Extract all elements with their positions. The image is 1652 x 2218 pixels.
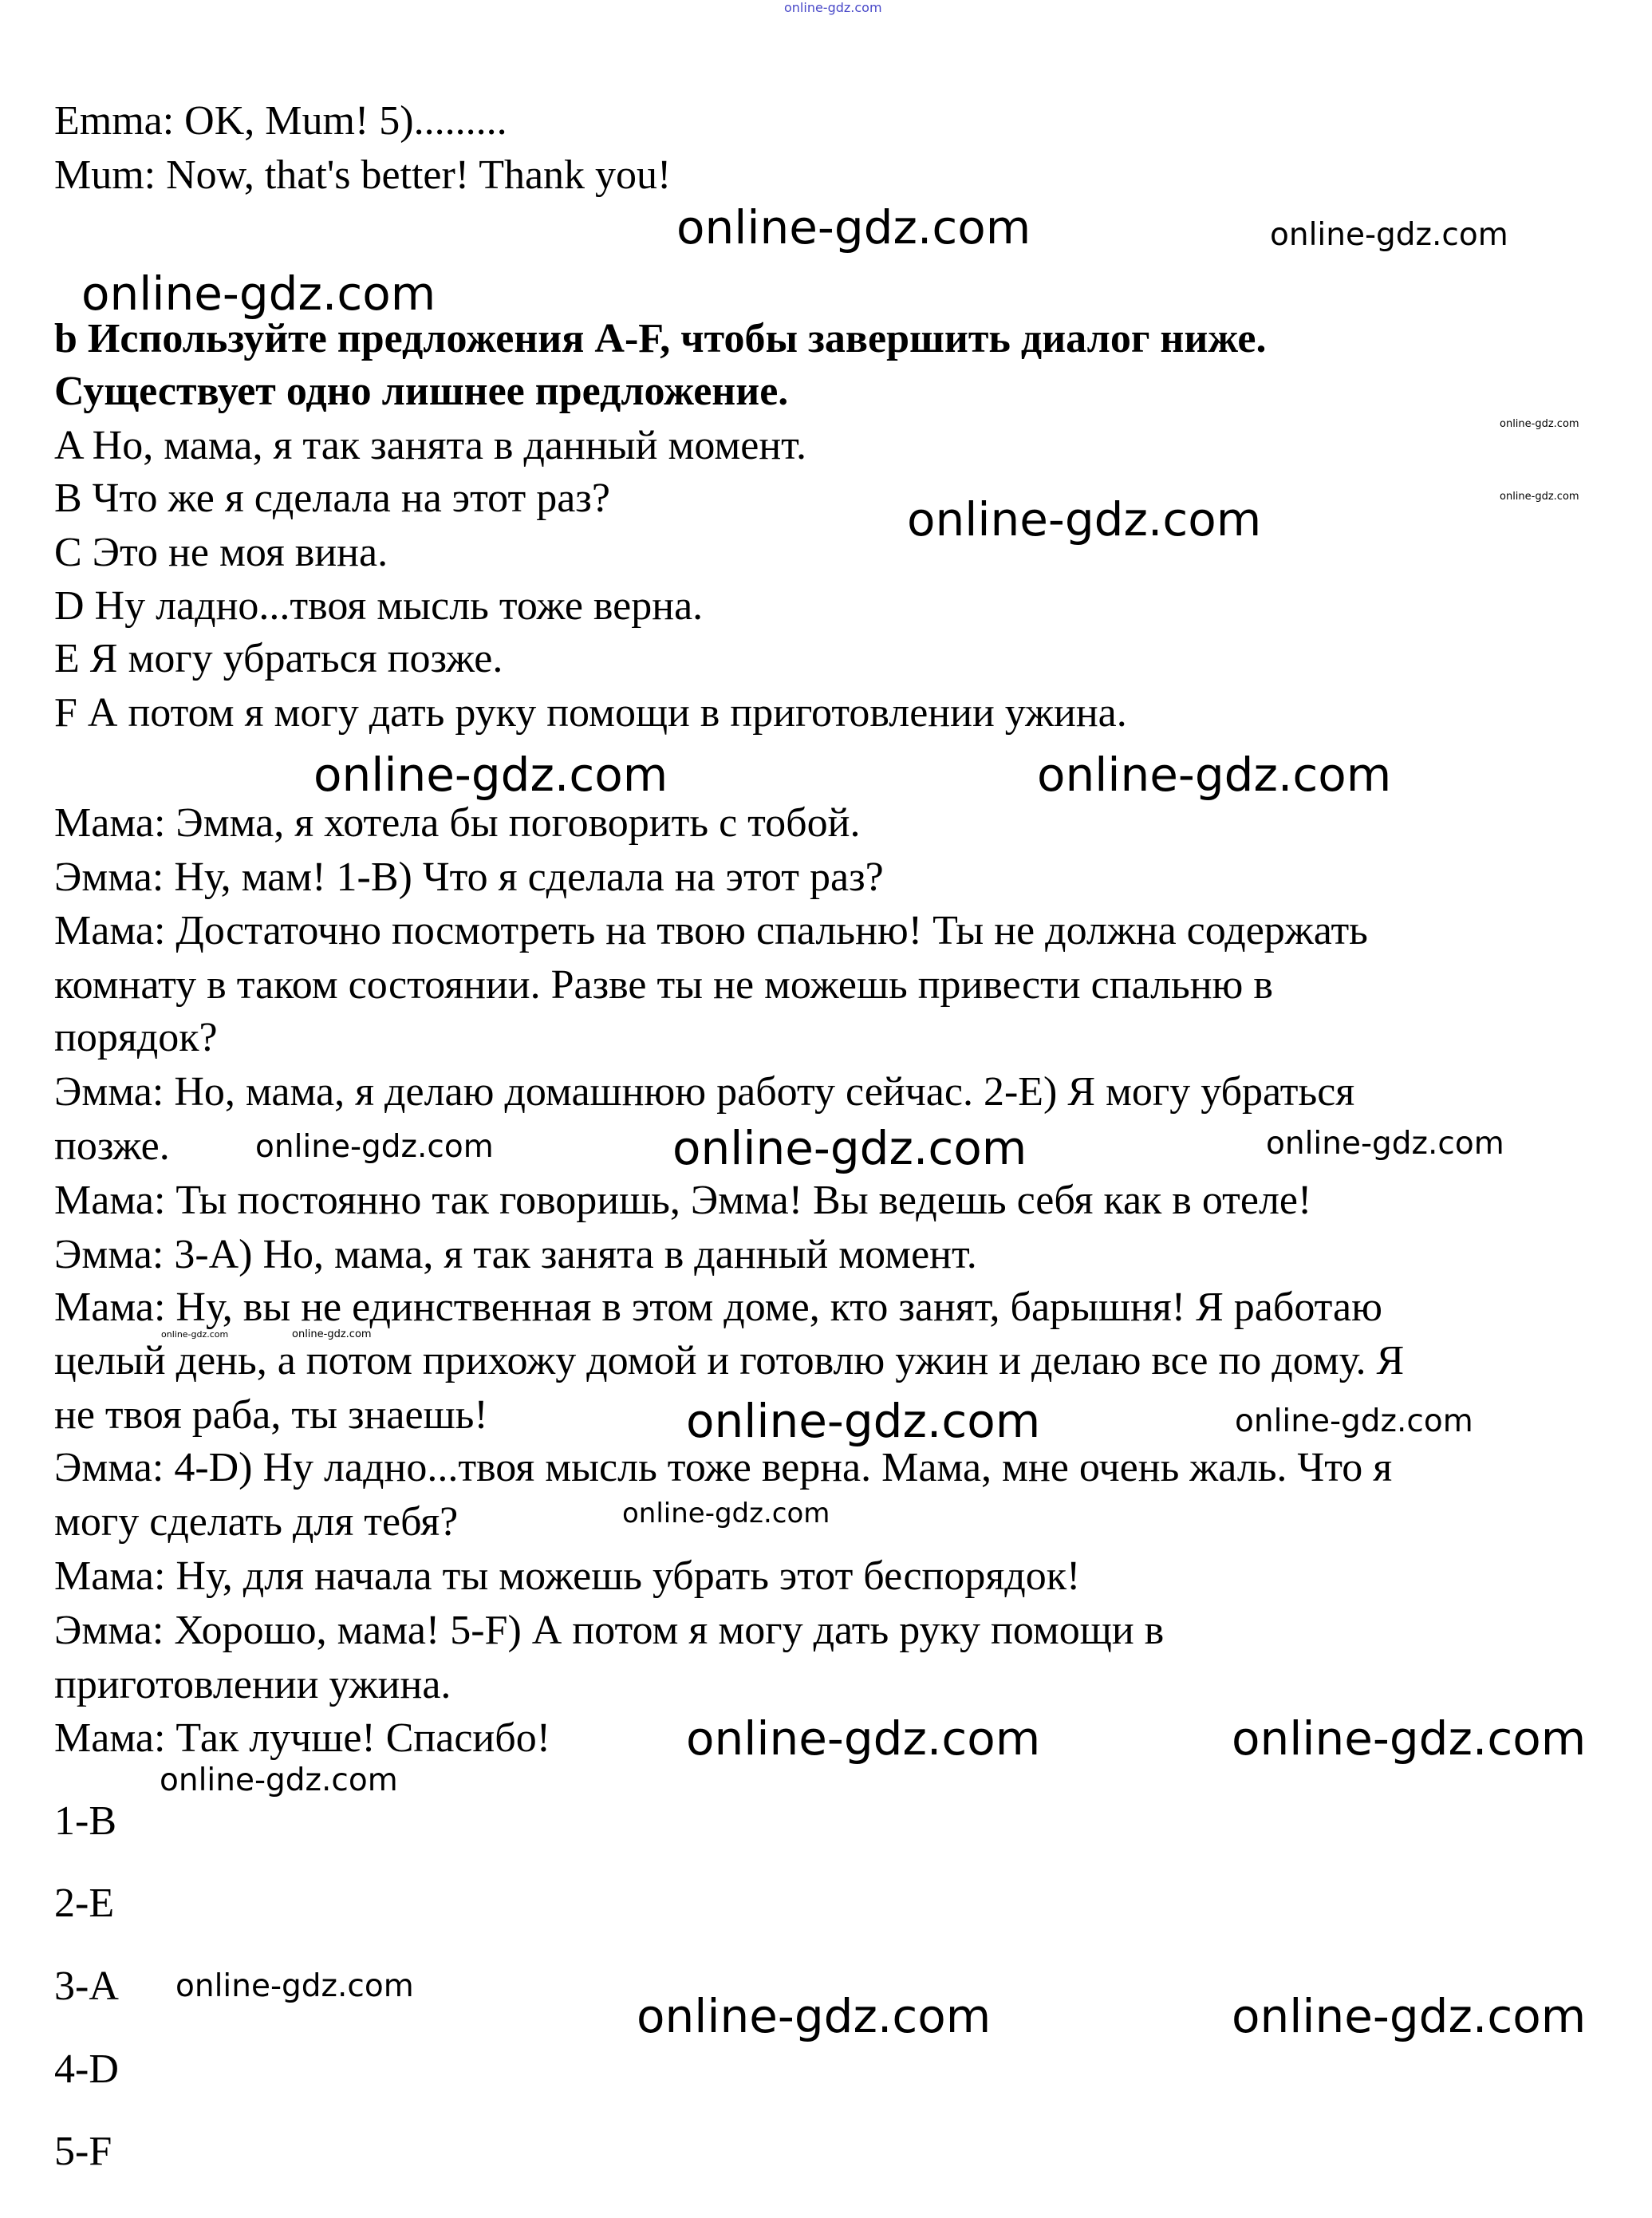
option-c: C Это не моя вина. xyxy=(54,530,388,575)
dialog-line: Эмма: 3-A) Но, мама, я так занята в данный момент. xyxy=(54,1232,977,1277)
option-d: D Ну ладно...твоя мысль тоже верна. xyxy=(54,583,704,629)
watermark: online-gdz.com xyxy=(1266,1126,1504,1162)
dialog-line: Эмма: Хорошо, мама! 5-F) А потом я могу дать руку помощи в xyxy=(54,1608,1165,1653)
answer-2: 2-E xyxy=(54,1881,115,1926)
dialog-line: порядок? xyxy=(54,1015,218,1060)
watermark: online-gdz.com xyxy=(313,748,668,802)
dialog-line: не твоя раба, ты знаешь! xyxy=(54,1392,488,1438)
dialog-line: приготовлении ужина. xyxy=(54,1662,451,1707)
watermark: online-gdz.com xyxy=(255,1129,494,1165)
option-b: B Что же я сделала на этот раз? xyxy=(54,476,610,521)
dialog-line: Эмма: 4-D) Ну ладно...твоя мысль тоже верна. Мама, мне очень жаль. Что я xyxy=(54,1445,1393,1490)
option-f: F А потом я могу дать руку помощи в приготовлении ужина. xyxy=(54,690,1127,736)
watermark: online-gdz.com xyxy=(907,492,1262,547)
watermark: online-gdz.com xyxy=(292,1328,372,1340)
dialog-line: Мама: Ты постоянно так говоришь, Эмма! Вы ведешь себя как в отеле! xyxy=(54,1178,1312,1223)
dialog-line: позже. xyxy=(54,1123,170,1169)
watermark: online-gdz.com xyxy=(672,1121,1027,1175)
dialog-line: Мама: Эмма, я хотела бы поговорить с тобой. xyxy=(54,800,861,846)
answer-4: 4-D xyxy=(54,2046,119,2092)
watermark: online-gdz.com xyxy=(1037,748,1392,802)
watermark: online-gdz.com xyxy=(686,1711,1041,1766)
watermark: online-gdz.com xyxy=(1232,1711,1587,1766)
watermark: online-gdz.com xyxy=(1500,418,1579,430)
dialog-line: Мама: Достаточно посмотреть на твою спальню! Ты не должна содержать xyxy=(54,908,1368,953)
text-line: Emma: OK, Mum! 5)......... xyxy=(54,98,507,144)
option-a: A Но, мама, я так занята в данный момент. xyxy=(54,423,806,468)
watermark: online-gdz.com xyxy=(637,1989,992,2043)
dialog-line: комнату в таком состоянии. Разве ты не можешь привести спальню в xyxy=(54,962,1273,1008)
dialog-line: могу сделать для тебя? xyxy=(54,1499,459,1545)
watermark: online-gdz.com xyxy=(161,1329,229,1340)
option-e: E Я могу убраться позже. xyxy=(54,636,503,681)
dialog-line: Эмма: Но, мама, я делаю домашнюю работу сейчас. 2-E) Я могу убраться xyxy=(54,1069,1355,1115)
dialog-line: целый день, а потом прихожу домой и готовлю ужин и делаю все по дому. Я xyxy=(54,1338,1405,1383)
dialog-line: Эмма: Ну, мам! 1-B) Что я сделала на этот раз? xyxy=(54,854,884,900)
task-heading: Существует одно лишнее предложение. xyxy=(54,369,789,414)
answer-1: 1-B xyxy=(54,1798,116,1844)
watermark: online-gdz.com xyxy=(160,1762,398,1798)
answer-5: 5-F xyxy=(54,2129,112,2174)
dialog-line: Мама: Ну, вы не единственная в этом доме, кто занят, барышня! Я работаю xyxy=(54,1285,1382,1330)
watermark: online-gdz.com xyxy=(1270,217,1508,253)
dialog-line: Мама: Ну, для начала ты можешь убрать этот беспорядок! xyxy=(54,1553,1081,1599)
watermark: online-gdz.com xyxy=(81,266,436,321)
watermark: online-gdz.com xyxy=(1500,491,1579,503)
text-line: Mum: Now, that's better! Thank you! xyxy=(54,152,672,198)
watermark: online-gdz.com xyxy=(686,1394,1041,1448)
watermark: online-gdz.com xyxy=(1235,1403,1473,1439)
watermark: online-gdz.com xyxy=(175,1968,414,2004)
dialog-line: Мама: Так лучше! Спасибо! xyxy=(54,1715,551,1761)
watermark: online-gdz.com xyxy=(784,0,882,15)
watermark: online-gdz.com xyxy=(622,1498,830,1529)
watermark: online-gdz.com xyxy=(676,200,1031,255)
answer-3: 3-A xyxy=(54,1963,119,2009)
watermark: online-gdz.com xyxy=(1232,1989,1587,2043)
task-heading: b Используйте предложения A-F, чтобы завершить диалог ниже. xyxy=(54,316,1267,361)
